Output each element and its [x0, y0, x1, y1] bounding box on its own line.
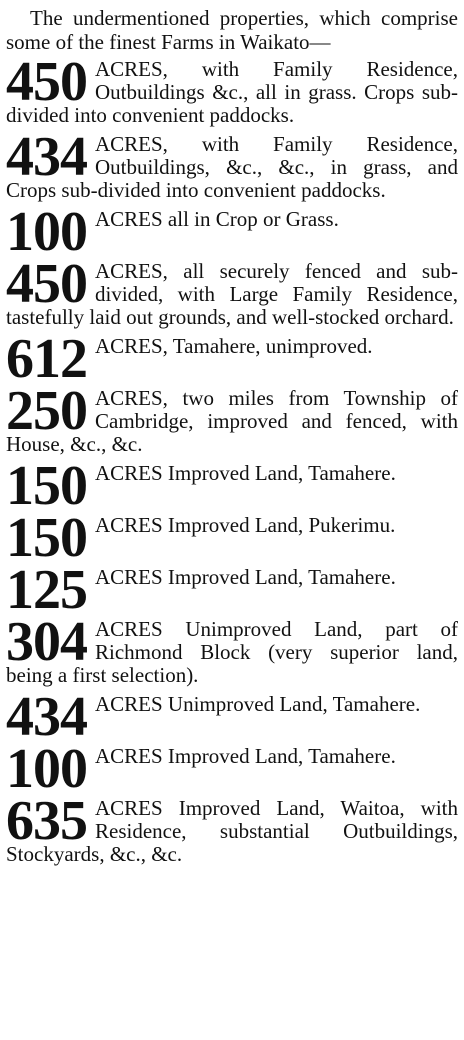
acreage-number: 150 — [6, 507, 87, 569]
acreage-number: 612 — [6, 328, 87, 390]
acreage-number: 125 — [6, 559, 87, 621]
acreage-number: 150 — [6, 455, 87, 517]
property-listing-7 — [6, 455, 458, 517]
acreage-number: 434 — [6, 686, 87, 748]
property-listing-8 — [6, 507, 458, 569]
listing-description: ACRES Improved Land, Tamahere. — [95, 744, 396, 768]
intro-paragraph: The undermentioned properties, which comprise some of the finest Farms in Waikato— — [6, 6, 458, 54]
property-listing-3 — [6, 201, 458, 263]
acreage-number: 450 — [6, 253, 87, 315]
property-listing-12 — [6, 738, 458, 800]
listing-description: ACRES, Tamahere, unimproved. — [95, 334, 373, 358]
acreage-number: 635 — [6, 790, 87, 852]
property-listing-4 — [6, 253, 458, 329]
property-listing-9 — [6, 559, 458, 621]
property-listing-13 — [6, 790, 458, 866]
listing-description: ACRES Unimproved Land, Tamahere. — [95, 692, 421, 716]
listing-description: ACRES Improved Land, Tamahere. — [95, 461, 396, 485]
listing-description: ACRES, two miles from Township of Cambridge, improved and fenced, with House, &c., &c. — [6, 386, 458, 456]
listing-description: ACRES all in Crop or Grass. — [95, 207, 339, 231]
listing-description: ACRES Unimproved Land, part of Richmond Block (very superior land, being a first selection). — [6, 617, 458, 687]
listing-description: ACRES Improved Land, Pukerimu. — [95, 513, 396, 537]
listing-description: ACRES Improved Land, Waitoa, with Residence, substantial Outbuildings, Stockyards, &c., &c. — [6, 796, 458, 866]
listing-description: ACRES, with Family Residence, Outbuildings &c., all in grass. Crops sub-divided into convenient paddocks. — [6, 57, 458, 127]
acreage-number: 100 — [6, 201, 87, 263]
listing-description: ACRES, with Family Residence, Outbuildings, &c., &c., in grass, and Crops sub-divided into convenient paddocks. — [6, 132, 458, 202]
acreage-number: 450 — [6, 51, 87, 113]
property-listing-10 — [6, 611, 458, 687]
listing-description: ACRES Improved Land, Tamahere. — [95, 565, 396, 589]
listing-description: ACRES, all securely fenced and sub-divided, with Large Family Residence, tastefully laid out grounds, and well-stocked orchard. — [6, 259, 458, 329]
property-listing-2 — [6, 126, 458, 202]
acreage-number: 434 — [6, 126, 87, 188]
property-listing-6 — [6, 380, 458, 456]
acreage-number: 100 — [6, 738, 87, 800]
property-listing-1 — [6, 51, 458, 127]
property-listing-5 — [6, 328, 458, 390]
acreage-number: 304 — [6, 611, 87, 673]
acreage-number: 250 — [6, 380, 87, 442]
property-listing-11 — [6, 686, 458, 748]
